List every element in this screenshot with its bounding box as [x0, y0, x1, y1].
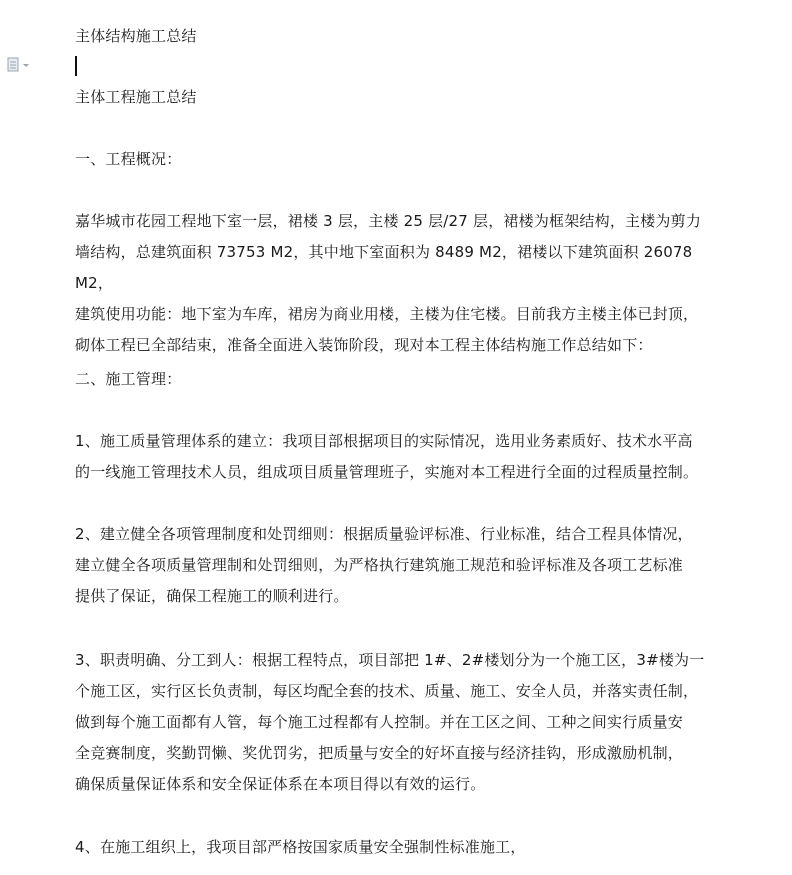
- paragraph-line: 全竞赛制度，奖勤罚懒、奖优罚劣，把质量与安全的好坏直接与经济挂钩，形成激励机制，: [75, 744, 684, 762]
- paragraph-line: 的一线施工管理技术人员，组成项目质量管理班子，实施对本工程进行全面的过程质量控制。: [75, 463, 699, 481]
- paragraph-line: 砌体工程已全部结束，准备全面进入装饰阶段，现对本工程主体结构施工作总结如下：: [75, 336, 653, 354]
- paragraph-line: 1、施工质量管理体系的建立：我项目部根据项目的实际情况，选用业务素质好、技术水平高: [75, 432, 693, 450]
- paragraph-options-icon[interactable]: [6, 56, 36, 74]
- document-subtitle: 主体工程施工总结: [75, 88, 197, 106]
- paragraph-item-2: [75, 519, 725, 612]
- paragraph-item-3: [75, 645, 725, 800]
- paragraph-line: 嘉华城市花园工程地下室一层，裙楼 3 层，主楼 25 层/27 层，裙楼为框架结构，主楼为剪力: [75, 212, 702, 230]
- paragraph-line: 建筑使用功能：地下室为车库，裙房为商业用楼，主楼为住宅楼。目前我方主楼主体已封顶，: [75, 305, 699, 323]
- paragraph-overview: [75, 206, 725, 361]
- paragraph-line: 2、建立健全各项管理制度和处罚细则：根据质量验评标准、行业标准，结合工程具体情况，: [75, 525, 693, 543]
- paragraph-line: 个施工区，实行区长负责制，每区均配全套的技术、质量、施工、安全人员，并落实责任制，: [75, 682, 699, 700]
- paragraph-line: 确保质量保证体系和安全保证体系在本项目得以有效的运行。: [75, 775, 486, 793]
- paragraph-line: 建立健全各项质量管理制和处罚细则，为严格执行建筑施工规范和验评标准及各项工艺标准: [75, 556, 684, 574]
- section-heading-overview: 一、工程概况：: [75, 150, 182, 168]
- paragraph-line: 4、在施工组织上，我项目部严格按国家质量安全强制性标准施工，: [75, 838, 526, 856]
- paragraph-item-4: [75, 832, 725, 863]
- paragraph-item-1: [75, 426, 725, 488]
- text-cursor: [75, 56, 77, 76]
- section-heading-management: 二、施工管理：: [75, 370, 182, 388]
- paragraph-line: 做到每个施工面都有人管，每个施工过程都有人控制。并在工区之间、工种之间实行质量安: [75, 713, 684, 731]
- paragraph-line: 墙结构，总建筑面积 73753 M2，其中地下室面积为 8489 M2，裙楼以下建筑面积 26078 M2，: [75, 243, 698, 292]
- paragraph-line: 3、职责明确、分工到人：根据工程特点，项目部把 1#、2#楼划分为一个施工区，3#楼为一: [75, 651, 705, 669]
- document-title: 主体结构施工总结: [75, 27, 197, 45]
- paragraph-line: 提供了保证，确保工程施工的顺利进行。: [75, 587, 349, 605]
